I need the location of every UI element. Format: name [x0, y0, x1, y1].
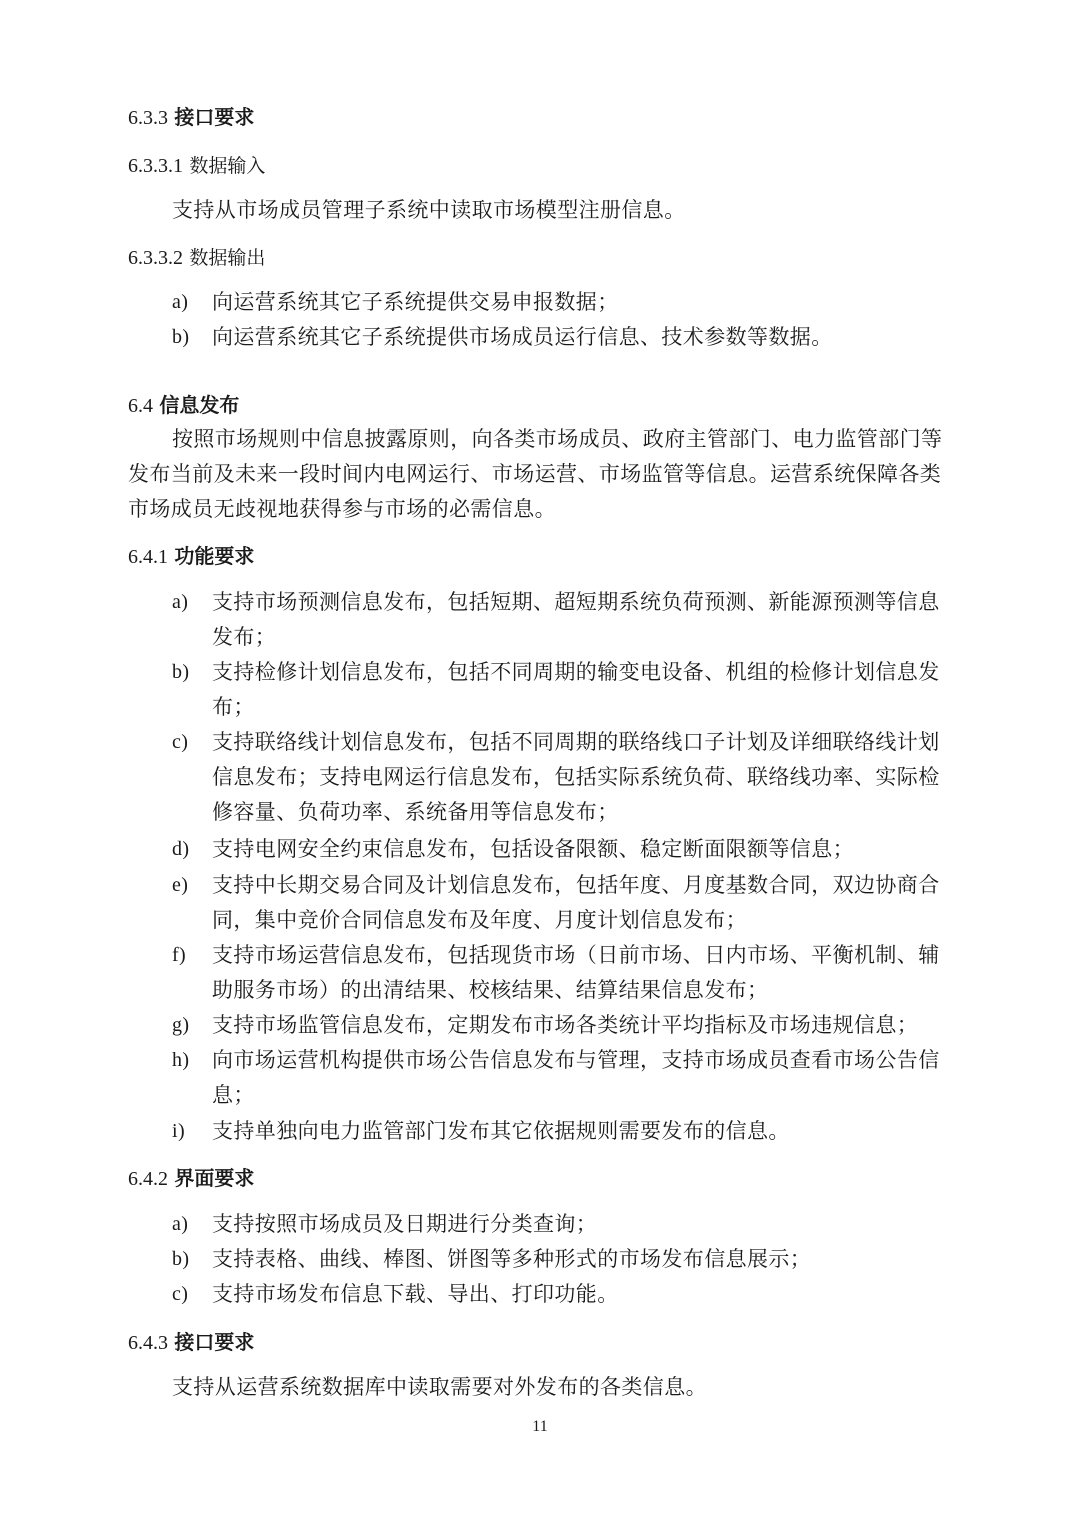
list-item: a) 支持市场预测信息发布，包括短期、超短期系统负荷预测、新能源预测等信息 发布；	[172, 590, 940, 649]
page-number: 11	[532, 1418, 548, 1435]
list-item: c) 支持市场发布信息下载、导出、打印功能。	[172, 1282, 619, 1306]
list-item: b) 支持检修计划信息发布，包括不同周期的输变电设备、机组的检修计划信息发 布；	[172, 660, 940, 719]
paragraph-6-4: 按照市场规则中信息披露原则，向各类市场成员、政府主管部门、电力监管部门等 发布当前及未来一段时间内电网运行、市场运营、市场监管等信息。运营系统保障各类 市场成员无歧视地获得参与市场的必需信息。	[128, 427, 943, 521]
heading-6-3-3-2: 6.3.3.2 数据输出	[128, 247, 266, 269]
heading-6-4-2: 6.4.2 界面要求	[128, 1166, 255, 1190]
heading-6-4: 6.4 信息发布	[128, 393, 240, 417]
heading-6-4-3: 6.4.3 接口要求	[128, 1330, 255, 1354]
list-item: d) 支持电网安全约束信息发布，包括设备限额、稳定断面限额等信息；	[172, 837, 854, 861]
list-item: b) 支持表格、曲线、棒图、饼图等多种形式的市场发布信息展示；	[172, 1247, 812, 1271]
list-item: b) 向运营系统其它子系统提供市场成员运行信息、技术参数等数据。	[172, 325, 833, 349]
list-item: g) 支持市场监管信息发布，定期发布市场各类统计平均指标及市场违规信息；	[172, 1013, 919, 1037]
list-item: e) 支持中长期交易合同及计划信息发布，包括年度、月度基数合同，双边协商合 同，集中竞价合同信息发布及年度、月度计划信息发布；	[172, 873, 940, 932]
list-item: a) 向运营系统其它子系统提供交易申报数据；	[172, 290, 619, 314]
heading-6-4-1: 6.4.1 功能要求	[128, 544, 255, 568]
paragraph-6-4-3: 支持从运营系统数据库中读取需要对外发布的各类信息。	[172, 1375, 707, 1399]
list-item: f) 支持市场运营信息发布，包括现货市场（日前市场、日内市场、平衡机制、辅 助服务市场）的出清结果、校核结果、结算结果信息发布；	[172, 943, 940, 1002]
list-item: i) 支持单独向电力监管部门发布其它依据规则需要发布的信息。	[172, 1119, 790, 1143]
heading-6-3-3-1: 6.3.3.1 数据输入	[128, 155, 266, 177]
list-item: c) 支持联络线计划信息发布，包括不同周期的联络线口子计划及详细联络线计划 信息发布；支持电网运行信息发布，包括实际系统负荷、联络线功率、实际检 修容量、负荷功率、系统备用等信息发布；	[172, 730, 940, 824]
list-item: a) 支持按照市场成员及日期进行分类查询；	[172, 1212, 598, 1236]
paragraph-6-3-3-1: 支持从市场成员管理子系统中读取市场模型注册信息。	[172, 198, 686, 222]
list-item: h) 向市场运营机构提供市场公告信息发布与管理，支持市场成员查看市场公告信 息；	[172, 1048, 940, 1107]
heading-6-3-3: 6.3.3 接口要求	[128, 105, 255, 129]
